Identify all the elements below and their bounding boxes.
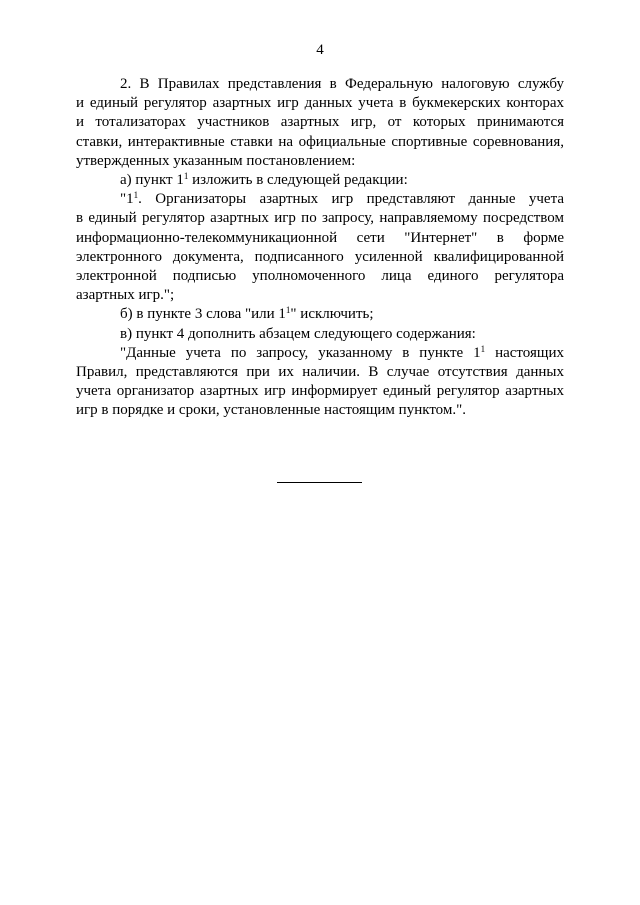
document-body [76, 75, 564, 421]
text-line: Правил, представляются при их наличии. В случае отсутствия данных [76, 364, 564, 381]
text-line: электронной подписью уполномоченного лица единого регулятора [76, 268, 564, 285]
text-line: учета организатор азартных игр информирует единый регулятор азартных [76, 383, 564, 400]
text-segment: б) в пункте 3 слова "или 1 [120, 306, 286, 323]
text-line [76, 305, 564, 324]
text-segment: "Данные учета по запросу, указанному в пункте 1 [120, 344, 481, 361]
text-segment: . Организаторы азартных игр представляют данные учета [138, 191, 564, 208]
page-number: 4 [316, 42, 324, 58]
paragraph-quoted-addition [76, 344, 564, 421]
text-line: и тотализаторах участников азартных игр, от которых принимаются [76, 114, 564, 131]
text-segment: настоящих [485, 344, 564, 361]
superscript: 1 [133, 190, 139, 201]
end-separator-line [277, 482, 362, 483]
paragraph-item-2 [76, 75, 564, 171]
text-line: утвержденных указанным постановлением: [76, 152, 356, 169]
text-line: и единый регулятор азартных игр данных учета в букмекерских конторах [76, 95, 564, 112]
paragraph-subitem-b [76, 305, 564, 324]
text-segment: а) пункт 1 [120, 172, 184, 189]
text-line: ставки, интерактивные ставки на официальные спортивные соревнования, [76, 133, 564, 150]
text-segment: изложить в следующей редакции: [188, 172, 408, 189]
paragraph-quoted-item-1-1 [76, 190, 564, 305]
text-line: в единый регулятор азартных игр по запросу, направляемому посредством [76, 210, 564, 227]
text-line [76, 171, 564, 190]
text-line: азартных игр."; [76, 287, 175, 304]
text-line: информационно-телекоммуникационной сети "Интернет" в форме [76, 229, 564, 246]
paragraph-subitem-v [76, 325, 564, 344]
text-segment: " исключить; [290, 306, 374, 323]
text-line: в) пункт 4 дополнить абзацем следующего содержания: [120, 325, 476, 342]
text-line [76, 344, 564, 363]
text-line: игр в порядке и сроки, установленные настоящим пунктом.". [76, 402, 467, 419]
paragraph-subitem-a [76, 171, 564, 190]
text-line [76, 190, 564, 209]
text-line: электронного документа, подписанного усиленной квалифицированной [76, 248, 564, 265]
superscript: 1 [285, 305, 291, 316]
superscript: 1 [183, 171, 189, 182]
superscript: 1 [480, 343, 486, 354]
text-line: 2. В Правилах представления в Федеральную налоговую службу [120, 76, 564, 92]
text-segment: "1 [120, 191, 134, 208]
